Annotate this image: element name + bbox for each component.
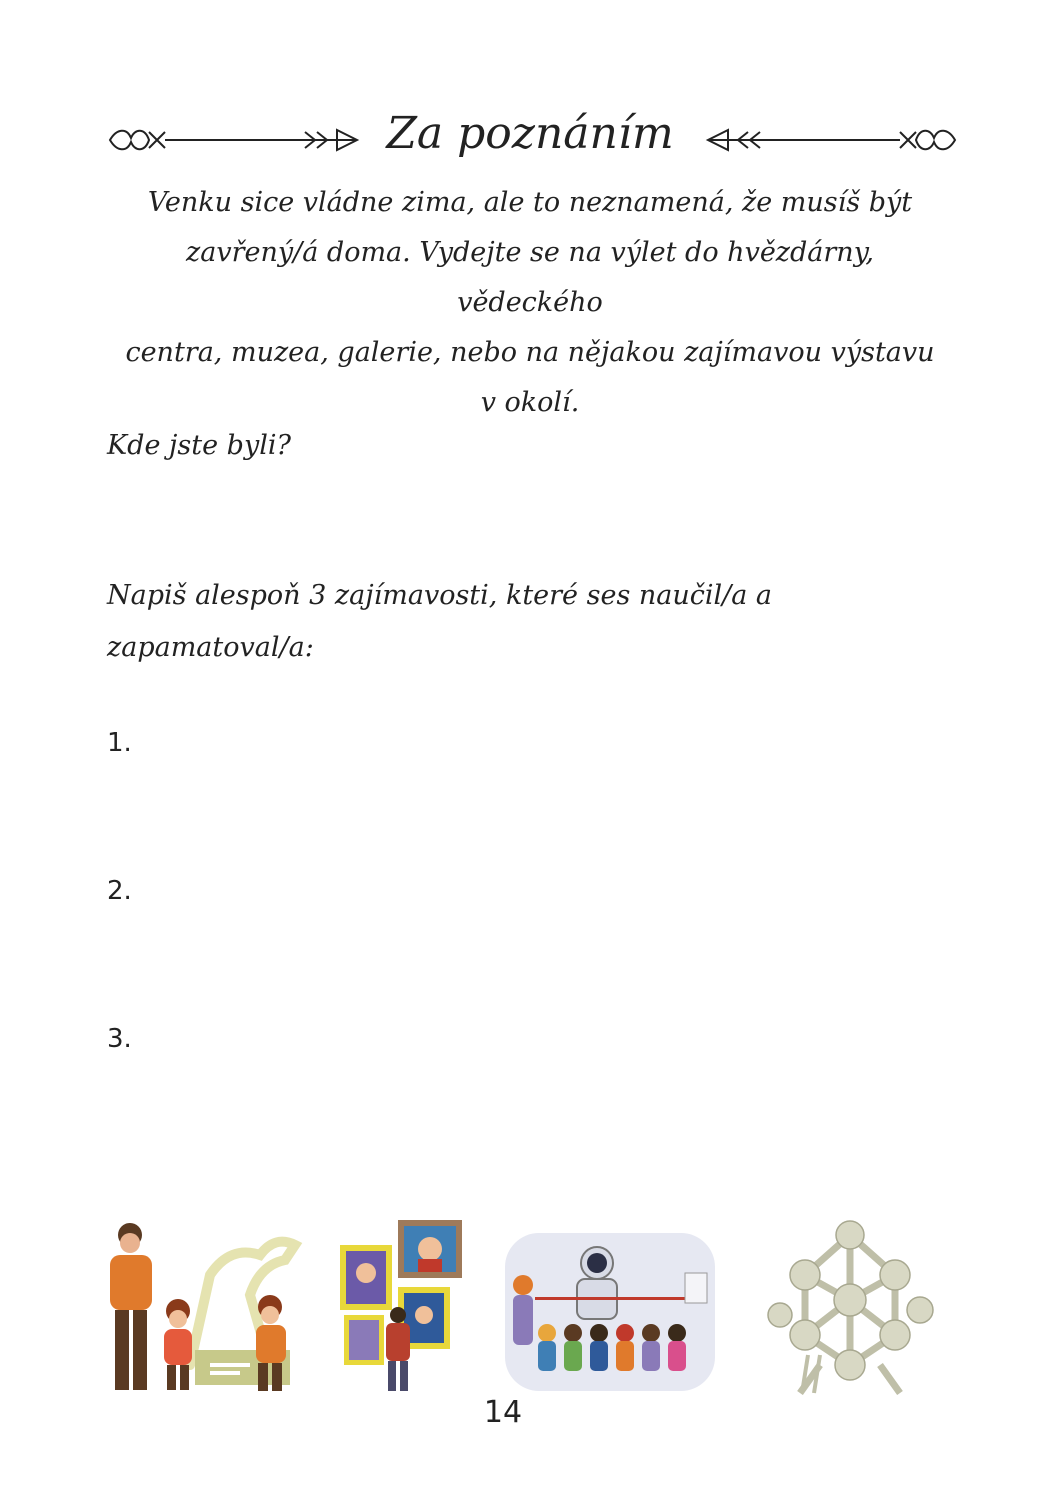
page-number: 14 (483, 1395, 523, 1430)
intro-line: v okolí. (480, 387, 580, 418)
page-title: Za poznáním (386, 108, 674, 159)
list-item-number: 2. (107, 876, 132, 906)
page-title-row (100, 100, 960, 180)
question-facts-line: Napiš alespoň 3 zajímavosti, které ses naučil/a a (107, 580, 773, 611)
question-where: Kde jste byli? (107, 430, 291, 461)
intro-line: Venku sice vládne zima, ale to neznamená, že musíš být (147, 187, 913, 218)
list-item-number: 1. (107, 728, 132, 758)
dinosaur-museum-illustration (100, 1215, 305, 1395)
intro-line: centra, muzea, galerie, nebo na nějakou zajímavou výstavu (125, 337, 935, 368)
art-gallery-illustration (338, 1215, 468, 1395)
intro-line: zavřený/á doma. Vydejte se na výlet do hvězdárny, vědeckého (186, 237, 874, 318)
arrow-flourish-right-icon (700, 120, 960, 160)
space-exhibit-illustration (505, 1215, 715, 1395)
question-facts-line: zapamatoval/a: (107, 632, 314, 663)
intro-paragraph (115, 178, 945, 428)
question-facts (107, 570, 807, 674)
atomium-illustration (760, 1215, 955, 1395)
list-item-number: 3. (107, 1024, 132, 1054)
